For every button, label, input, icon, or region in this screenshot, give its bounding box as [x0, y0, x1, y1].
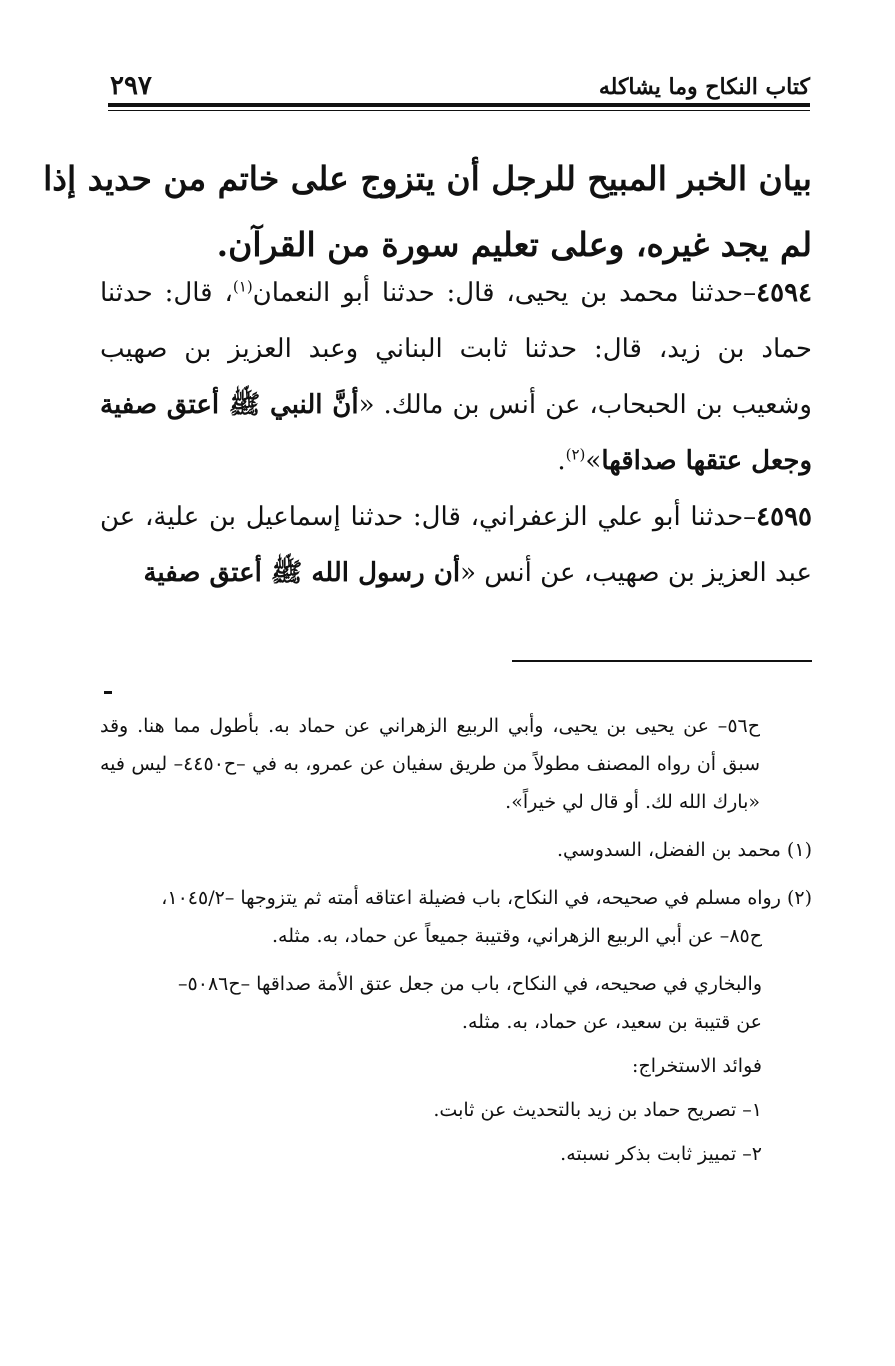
heading-line-1: بيان الخبر المبيح للرجل أن يتزوج على خاتم من حديد إذا: [43, 159, 812, 198]
hadith-number: ٤٥٩٥: [756, 502, 812, 532]
header-rule-thin: [108, 110, 810, 111]
hadith-4594: [100, 265, 812, 489]
footnote-separator: [512, 660, 812, 662]
page-number: ٢٩٧: [110, 71, 152, 101]
footnote-2-line: والبخاري في صحيحه، في النكاح، باب من جعل عتق الأمة صداقها –ح٥٠٨٦–: [178, 973, 762, 995]
header-title: كتاب النكاح وما يشاكله: [598, 74, 810, 100]
period: .: [557, 446, 566, 476]
hadith-4595: [100, 489, 812, 601]
hadith-number: ٤٥٩٤: [756, 278, 812, 308]
benefits-title: فوائد الاستخراج:: [632, 1055, 762, 1077]
quote-close: »: [585, 446, 602, 476]
footnote-2: (٢) رواه مسلم في صحيحه، في النكاح، باب فضيلة اعتاقه أمته ثم يتزوجها –١٠٤٥/٢،: [161, 887, 812, 909]
footnote-1: (١) محمد بن الفضل، السدوسي.: [556, 839, 812, 861]
footnote-2-line: عن قتيبة بن سعيد، عن حماد، به. مثله.: [461, 1011, 762, 1033]
benefit-item: ٢– تمييز ثابت بذكر نسبته.: [560, 1143, 762, 1165]
hadith-matn: أنَّ النبي ﷺ أعتق صفية وجعل عتقها صداقها: [100, 390, 812, 476]
hadith-text: –حدثنا أبو علي الزعفراني، قال: حدثنا إسماعيل بن علية، عن عبد العزيز بن صهيب، عن أنس «: [100, 502, 812, 588]
hadith-text: –حدثنا محمد بن يحيى، قال: حدثنا أبو النعمان: [252, 278, 757, 308]
footnote-2-line: ح٨٥– عن أبي الربيع الزهراني، وقتيبة جميعاً عن حماد، به. مثله.: [272, 925, 762, 947]
header-rule-thick: [108, 103, 810, 107]
footnote-continuation: ح٥٦– عن يحيى بن يحيى، وأبي الربيع الزهراني عن حماد به. بأطول مما هنا. وقد سبق أن رواه المصنف مطولاً من طريق سفيان عن عمرو، به في –ح٤٤٥٠– ليس فيه «بارك الله لك. أو قال لي خيراً».: [100, 715, 760, 813]
benefit-item: ١– تصريح حماد بن زيد بالتحديث عن ثابت.: [433, 1099, 762, 1121]
main-text: [100, 265, 812, 601]
chapter-heading: [43, 146, 812, 278]
margin-mark: [104, 691, 112, 694]
hadith-text: ، قال: حدثنا حماد بن زيد، قال: حدثنا ثابت البناني وعبد العزيز بن صهيب وشعيب بن الحبحاب، عن أنس بن مالك. «: [100, 278, 812, 420]
footnotes: [100, 707, 812, 1173]
footnote-ref: (١): [232, 277, 253, 296]
footnote-ref: (٢): [565, 445, 586, 464]
running-header: [108, 70, 810, 102]
heading-line-2: لم يجد غيره، وعلى تعليم سورة من القرآن.: [216, 225, 812, 264]
hadith-matn: أن رسول الله ﷺ أعتق صفية: [143, 558, 461, 588]
